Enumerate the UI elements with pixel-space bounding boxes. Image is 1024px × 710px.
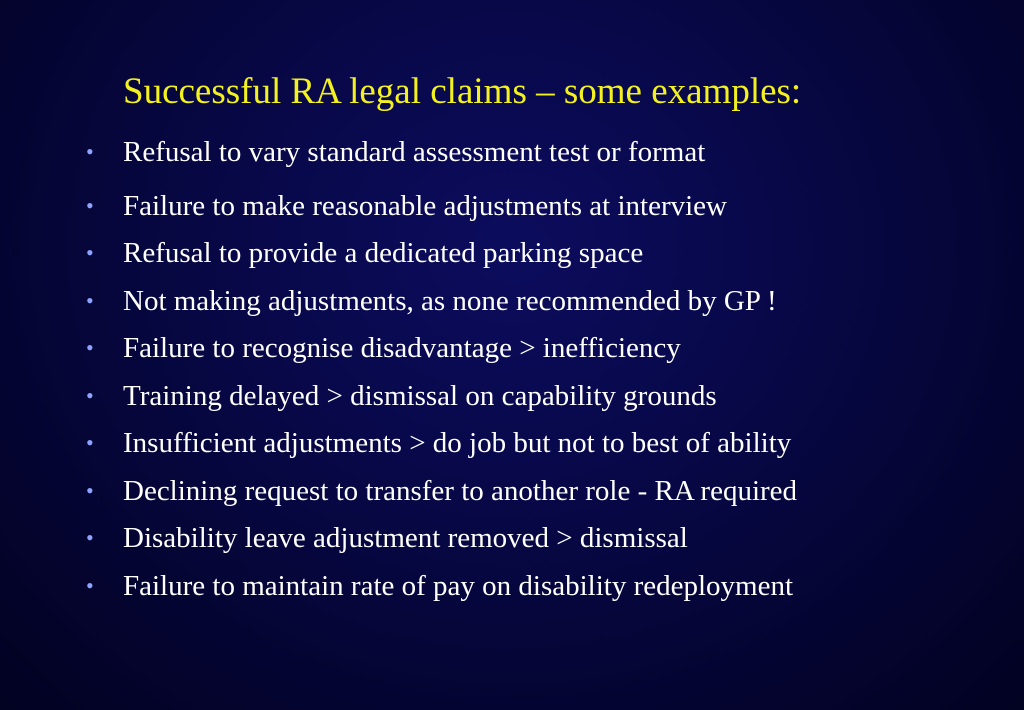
bullet-text: Failure to make reasonable adjustments at interview (123, 190, 727, 222)
bullet-text: Insufficient adjustments > do job but not to best of ability (123, 427, 792, 459)
bullet-item (0, 330, 1024, 366)
bullet-icon: • (86, 525, 94, 550)
bullet-icon: • (86, 288, 94, 313)
bullet-item (0, 378, 1024, 414)
bullet-text: Refusal to vary standard assessment test or format (123, 136, 706, 168)
bullet-icon: • (86, 478, 94, 503)
bullet-text: Training delayed > dismissal on capability grounds (123, 380, 717, 412)
bullet-item (0, 425, 1024, 461)
bullet-text: Failure to recognise disadvantage > inefficiency (123, 332, 681, 364)
bullet-icon: • (86, 383, 94, 408)
bullet-item (0, 568, 1024, 604)
bullet-icon: • (86, 240, 94, 265)
bullet-text: Not making adjustments, as none recommended by GP ! (123, 285, 777, 317)
bullet-item (0, 473, 1024, 509)
slide-title: Successful RA legal claims – some examples: (123, 71, 802, 112)
bullet-text: Refusal to provide a dedicated parking space (123, 237, 644, 269)
bullet-item (0, 235, 1024, 271)
bullet-icon: • (86, 193, 94, 218)
bullet-item (0, 134, 1024, 170)
bullet-text: Disability leave adjustment removed > dismissal (123, 522, 688, 554)
bullet-item (0, 188, 1024, 224)
bullet-text: Declining request to transfer to another role - RA required (123, 475, 798, 507)
bullet-icon: • (86, 430, 94, 455)
bullet-icon: • (86, 573, 94, 598)
bullet-item (0, 520, 1024, 556)
bullet-icon: • (86, 139, 94, 164)
bullet-text: Failure to maintain rate of pay on disability redeployment (123, 570, 794, 602)
bullet-item (0, 283, 1024, 319)
bullet-icon: • (86, 335, 94, 360)
